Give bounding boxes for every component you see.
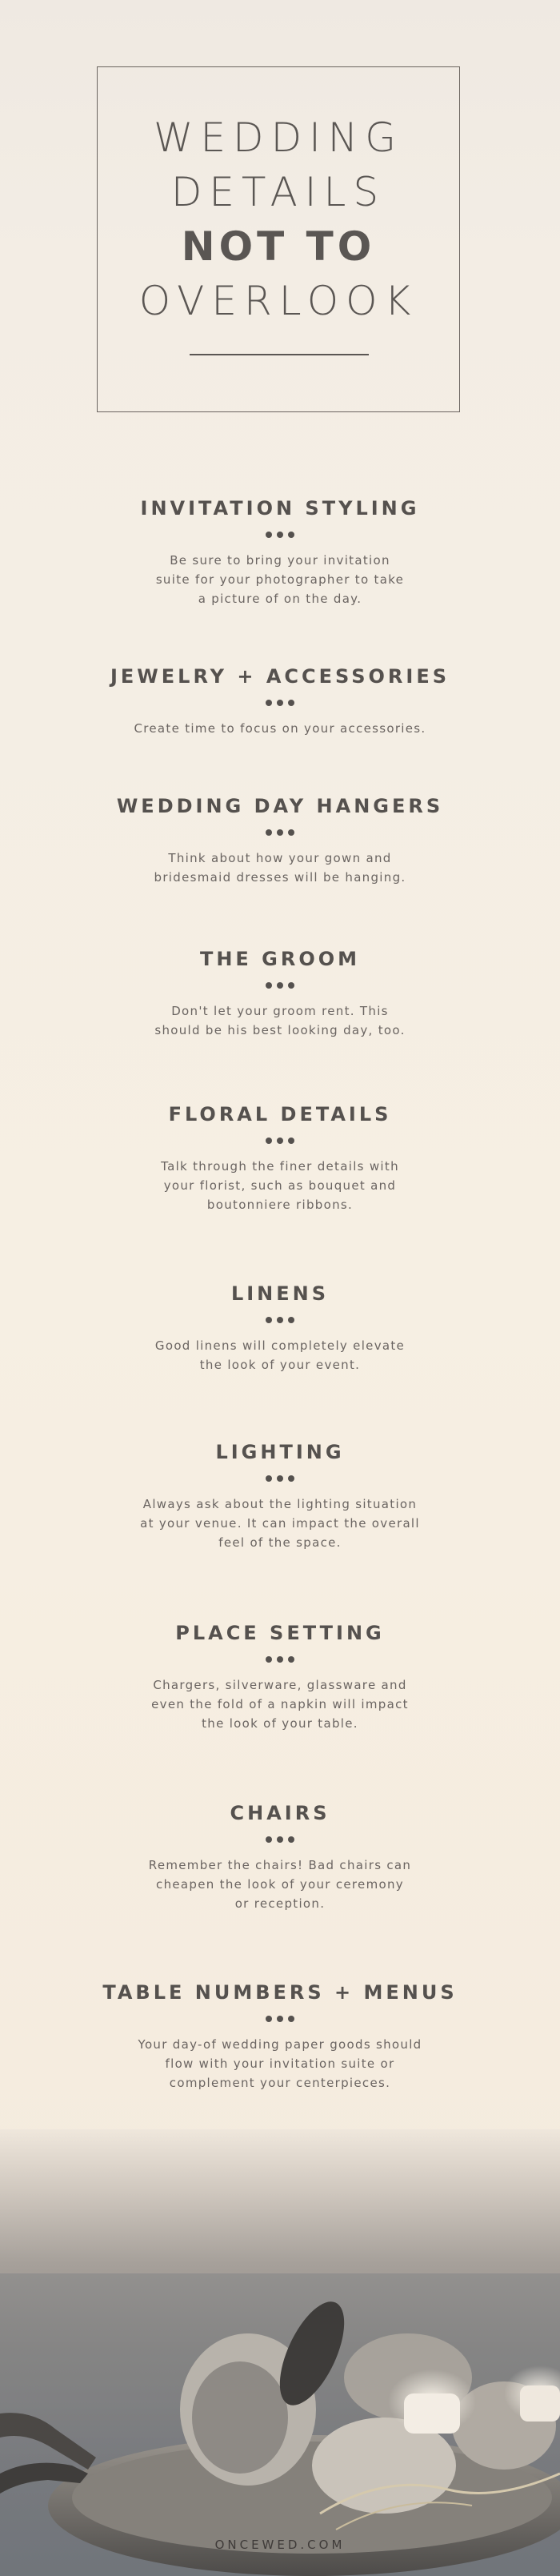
section-title: TABLE NUMBERS + MENUS: [102, 1981, 458, 2004]
section-place-setting: [0, 1621, 560, 1733]
section-title: FLORAL DETAILS: [168, 1103, 392, 1125]
oyster-candle-photo: [0, 2129, 560, 2576]
section-linens: [0, 1282, 560, 1374]
dots-divider: [0, 1656, 560, 1664]
section-invitation-styling: [0, 496, 560, 608]
title-box: [97, 66, 460, 412]
section-body: Create time to focus on your accessories.: [134, 721, 426, 736]
dots-divider: [0, 1475, 560, 1483]
section-wedding-day-hangers: [0, 794, 560, 887]
title-line-4: OVERLOOK: [138, 278, 418, 324]
dots-divider: [0, 532, 560, 540]
dots-divider: [0, 829, 560, 837]
section-body: Your day-of wedding paper goods should flow with your invitation suite or complement your centerpieces.: [138, 2037, 422, 2090]
dots-divider: [0, 982, 560, 990]
section-floral-details: [0, 1102, 560, 1214]
section-chairs: [0, 1801, 560, 1913]
section-title: LINENS: [230, 1282, 330, 1305]
section-title: PLACE SETTING: [175, 1622, 385, 1644]
section-body: Be sure to bring your invitation suite for your photographer to take a picture of on the day.: [155, 553, 405, 606]
section-the-groom: [0, 947, 560, 1040]
dots-divider: [0, 1836, 560, 1844]
section-body: Think about how your gown and bridesmaid dresses will be hanging.: [154, 851, 406, 885]
photo-illustration: [0, 2129, 560, 2576]
dots-divider: [0, 2016, 560, 2024]
section-body: Always ask about the lighting situation at your venue. It can impact the overall feel of the space.: [140, 1497, 420, 1550]
section-title: WEDDING DAY HANGERS: [116, 795, 444, 817]
title-divider: [190, 354, 369, 355]
section-body: Good linens will completely elevate the look of your event.: [154, 1338, 406, 1372]
section-title: JEWELRY + ACCESSORIES: [110, 665, 450, 688]
section-lighting: [0, 1440, 560, 1552]
title-heading: [98, 110, 459, 328]
dots-divider: [0, 1317, 560, 1325]
section-title: INVITATION STYLING: [140, 497, 420, 520]
section-body: Talk through the finer details with your florist, such as bouquet and boutonniere ribbons.: [161, 1159, 399, 1212]
section-title: THE GROOM: [199, 948, 361, 970]
dots-divider: [0, 1138, 560, 1146]
dots-divider: [0, 700, 560, 708]
section-jewelry-accessories: [0, 664, 560, 738]
section-table-numbers-menus: [0, 1980, 560, 2092]
section-title: CHAIRS: [230, 1802, 330, 1824]
section-body: Chargers, silverware, glassware and even the fold of a napkin will impact the look of your table.: [151, 1678, 409, 1731]
title-line-1: WEDDING: [154, 114, 403, 161]
title-line-3: NOT TO: [181, 223, 376, 270]
title-line-2: DETAILS: [170, 169, 386, 215]
section-title: LIGHTING: [215, 1441, 345, 1463]
section-body: Don't let your groom rent. This should be his best looking day, too.: [154, 1004, 406, 1037]
section-body: Remember the chairs! Bad chairs can cheapen the look of your ceremony or reception.: [148, 1858, 412, 1911]
footer-site-name: ONCEWED.COM: [214, 2538, 346, 2552]
